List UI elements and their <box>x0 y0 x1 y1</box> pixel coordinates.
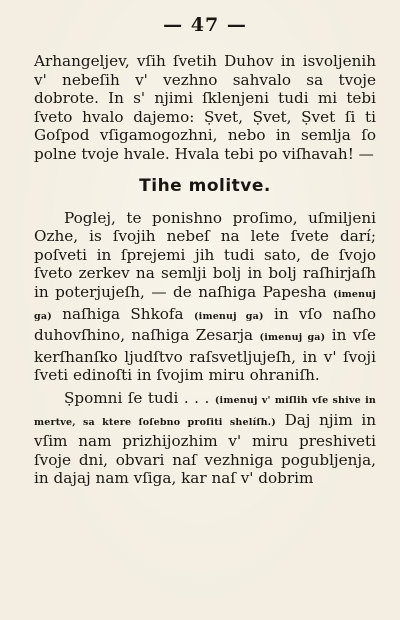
prayer-paragraph-1-text-a: Poglej, te ponishno proſimo, uſmiljeni Ozhe, is ſvojih nebeſ na lete ſvete darí; poſveti in ſprejemi jih tudi sato, de ſvojo ſveto zerkev na semlji bolj in bolj raſhirjaſh in poterjujeſh, — de naſhiga Papesha <box>34 208 376 301</box>
prayer-paragraph-2 <box>34 389 376 488</box>
instruction-note: (imenuj v' miſlih vſe shive in mertve, sa ktere ſoſebno proſiti shelíſh.) <box>34 394 376 428</box>
intro-paragraph: Arhangeljev, vſih ſvetih Duhov in isvoljenih v' nebeſih v' vezhno sahvalo sa tvoje dobrote. In s' njimi ſklenjeni tudi mi tebi ſveto hvalo dajemo: Ṣvet, Ṣvet, Ṣvet ſi ti Goſpod vſigamogozhni, nebo in semlja ſo polne tvoje hvale. Hvala tebi po viſhavah! — <box>34 52 376 163</box>
prayer-paragraph-1-text-c: in vſo naſho duhovſhino, naſhiga Zesarja <box>34 304 376 345</box>
instruction-note: (imenuj ga) <box>193 310 264 322</box>
prayer-paragraph-1-text-b: naſhiga Shkofa <box>62 304 184 323</box>
page-number: — 47 — <box>163 14 247 36</box>
section-heading: Tihe molitve. <box>139 175 271 196</box>
prayer-paragraph-1 <box>34 209 376 385</box>
instruction-note: (imenuj ga) <box>34 288 376 322</box>
prayer-paragraph-2-text-b: Daj njim in vſim nam prizhijozhim v' miru preshiveti ſvoje dni, obvari naſ vezhniga pogubljenja, in dajaj nam vſiga, kar naſ v' dobrim <box>34 410 377 488</box>
prayer-paragraph-2-text-a: Ṣpomni ſe tudi . . . <box>64 388 210 407</box>
instruction-note: (imenuj ga) <box>259 332 326 344</box>
prayer-paragraph-1-text-d: in vſe kerſhanſko ljudſtvo raſsvetljujeſh, in v' ſvoji ſveti edinoſti in ſvojim miru ohraniſh. <box>34 326 376 385</box>
